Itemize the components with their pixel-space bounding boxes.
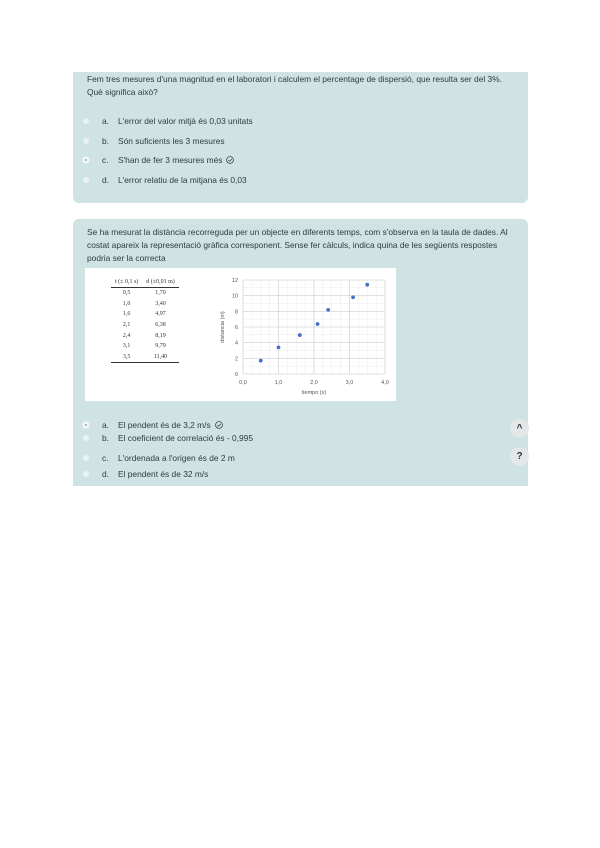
q2-option-a[interactable]: a. El pendent és de 3,2 m/s xyxy=(83,418,223,432)
question-2-card xyxy=(73,219,528,486)
question-1-text: Fem tres mesures d'una magnitud en el laboratori i calculem el percentage de dispersió, que resulta ser del 3%. Què significa això? xyxy=(87,74,502,97)
table-row: 3,1 9,79 xyxy=(122,343,166,350)
option-label: L'ordenada a l'origen és de 2 m xyxy=(118,453,235,463)
y-tick-label: 6 xyxy=(234,325,238,331)
table-row: 1,6 4,97 xyxy=(122,311,166,318)
q1-option-d[interactable]: d. L'error relatiu de la mitjana és 0,03 xyxy=(83,173,247,187)
help-button[interactable]: ? xyxy=(510,447,529,466)
data-point xyxy=(298,333,302,337)
data-point xyxy=(365,283,369,287)
table-header-distance: d (±0,01 m) xyxy=(142,278,178,288)
x-tick-label: 1,0 xyxy=(274,380,283,386)
table-row: 3,5 11,40 xyxy=(111,352,179,363)
data-table xyxy=(111,278,179,363)
x-tick-label: 0,0 xyxy=(239,380,247,386)
data-point xyxy=(259,359,263,363)
option-label: S'han de fer 3 mesures més xyxy=(118,155,223,165)
radio-button[interactable] xyxy=(83,435,89,441)
question-2-text: Se ha mesurat la distància recorreguda per un objecte en diferents temps, com s'observa en la taula de dades. Al costat apareix la representació gràfica corresponent. Sense fer càlculs, indica quina de les següents respostes podria ser la correcta xyxy=(87,227,508,263)
x-axis-label: tiempo (s) xyxy=(301,390,327,396)
table-row: 1,0 3,40 xyxy=(122,300,166,307)
q2-option-b[interactable]: b. El coeficient de correlació és - 0,995 xyxy=(83,431,253,445)
radio-button-selected[interactable] xyxy=(83,157,89,163)
option-label: El coeficient de correlació és - 0,995 xyxy=(118,433,254,443)
radio-button[interactable] xyxy=(83,455,89,461)
correct-check-icon xyxy=(215,421,223,429)
q1-option-a[interactable]: a. L'error del valor mitjà és 0,03 unitats xyxy=(83,114,253,128)
table-row: 2,1 6,38 xyxy=(122,322,166,329)
q1-option-c[interactable]: c. S'han de fer 3 mesures més xyxy=(83,153,234,167)
y-axis-label: distancia (m) xyxy=(220,311,226,343)
question-1-card xyxy=(73,72,528,203)
option-label: L'error relatiu de la mitjana és 0,03 xyxy=(118,175,247,185)
q2-option-c[interactable]: c. L'ordenada a l'origen és de 2 m xyxy=(83,451,235,465)
data-point xyxy=(316,322,320,326)
option-label: L'error del valor mitjà és 0,03 unitats xyxy=(118,116,253,126)
table-row: 2,4 8,19 xyxy=(122,332,166,339)
question-figure xyxy=(85,268,396,401)
q1-option-b[interactable]: b. Són suficients les 3 mesures xyxy=(83,134,225,148)
radio-button-selected[interactable] xyxy=(83,422,89,428)
data-point xyxy=(277,345,281,349)
option-label: El pendent és de 32 m/s xyxy=(118,469,209,479)
radio-button[interactable] xyxy=(83,138,89,144)
table-row: 0,5 1,70 xyxy=(122,290,166,297)
radio-button[interactable] xyxy=(83,118,89,124)
scatter-chart xyxy=(215,272,395,398)
data-point xyxy=(351,295,355,299)
y-tick-label: 0 xyxy=(234,372,238,378)
option-label: El pendent és de 3,2 m/s xyxy=(118,420,211,430)
y-tick-label: 4 xyxy=(234,340,238,347)
y-tick-label: 8 xyxy=(234,309,238,316)
scroll-up-button[interactable]: ^ xyxy=(510,419,529,438)
y-tick-label: 2 xyxy=(234,356,238,363)
x-tick-label: 3,0 xyxy=(345,380,354,386)
q2-option-d[interactable]: d. El pendent és de 32 m/s xyxy=(83,467,208,481)
x-tick-label: 2,0 xyxy=(310,380,318,386)
option-label: Són suficients les 3 mesures xyxy=(118,136,225,146)
correct-check-icon xyxy=(226,156,234,164)
radio-button[interactable] xyxy=(83,177,89,183)
y-tick-label: 12 xyxy=(231,278,238,284)
table-header-time: t (± 0,1 s) xyxy=(111,278,142,288)
data-point xyxy=(326,308,330,312)
radio-button[interactable] xyxy=(83,471,89,477)
x-tick-label: 4,0 xyxy=(381,380,389,386)
y-tick-label: 10 xyxy=(231,293,238,300)
